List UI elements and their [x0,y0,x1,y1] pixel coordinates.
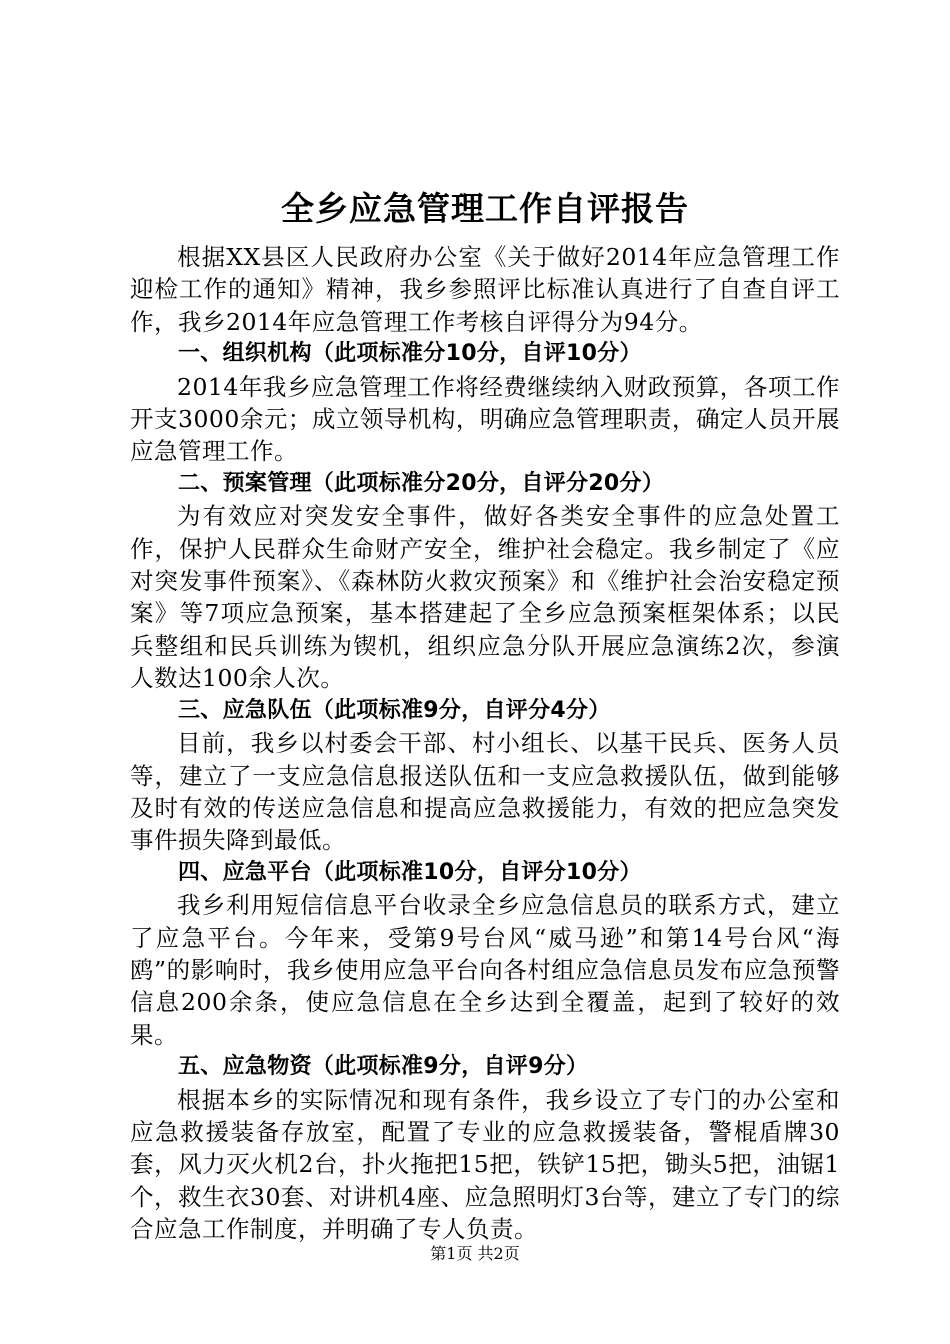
section-heading: 五、应急物资（此项标准9分，自评9分） [178,1054,589,1080]
section-body: 根据本乡的实际情况和现有条件，我乡设立了专门的办公室和应急救援装备存放室，配置了专业的应急救援装备，警棍盾牌30套，风力灭火机2台，扑火拖把15把，铁铲15把，锄头5把，油锯1个，救生衣30套、对讲机4座、应急照明灯3台等，建立了专门的综合应急工作制度，并明确了专人负责。 [130,1085,840,1244]
section-plan-management [130,468,840,695]
section-body: 2014年我乡应急管理工作将经费继续纳入财政预算，各项工作开支3000余元；成立领导机构，明确应急管理职责，确定人员开展应急管理工作。 [130,372,840,466]
section-body: 我乡利用短信信息平台收录全乡应急信息员的联系方式，建立了应急平台。今年来，受第9号台风“威马逊”和第14号台风“海鸥”的影响时，我乡使用应急平台向各村组应急信息员发布应急预警信息200余条，使应急信息在全乡达到全覆盖，起到了较好的效果。 [130,891,840,1049]
section-heading: 二、预案管理（此项标准分20分，自评分20分） [178,470,665,496]
intro-paragraph: 根据XX县区人民政府办公室《关于做好2014年应急管理工作迎检工作的通知》精神，我乡参照评比标准认真进行了自查自评工作，我乡2014年应急管理工作考核自评得分为94分。 [130,243,840,336]
document-title: 全乡应急管理工作自评报告 [281,189,689,228]
page-number-footer: 第1页 共2页 [430,1244,520,1263]
section-heading: 四、应急平台（此项标准10分，自评分10分） [178,859,642,885]
section-organization [130,338,840,468]
section-body: 目前，我乡以村委会干部、村小组长、以基干民兵、医务人员等，建立了一支应急信息报送队伍和一支应急救援队伍，做到能够及时有效的传送应急信息和提高应急救援能力，有效的把应急突发事件损失降到最低。 [130,729,840,855]
section-emergency-platform [130,857,840,1051]
section-heading: 三、应急队伍（此项标准9分，自评分4分） [178,697,611,723]
document-page [130,183,840,1246]
section-emergency-team [130,695,840,857]
section-emergency-supplies [130,1051,840,1245]
section-heading: 一、组织机构（此项标准分10分，自评10分） [178,341,642,367]
section-body: 为有效应对突发安全事件，做好各类安全事件的应急处置工作，保护人民群众生命财产安全，维护社会稳定。我乡制定了《应对突发事件预案》、《森林防火救灾预案》和《维护社会治安稳定预案》等7项应急预案，基本搭建起了全乡应急预案框架体系；以民兵整组和民兵训练为锲机，组织应急分队开展应急演练2次，参演人数达100余人次。 [130,502,840,693]
